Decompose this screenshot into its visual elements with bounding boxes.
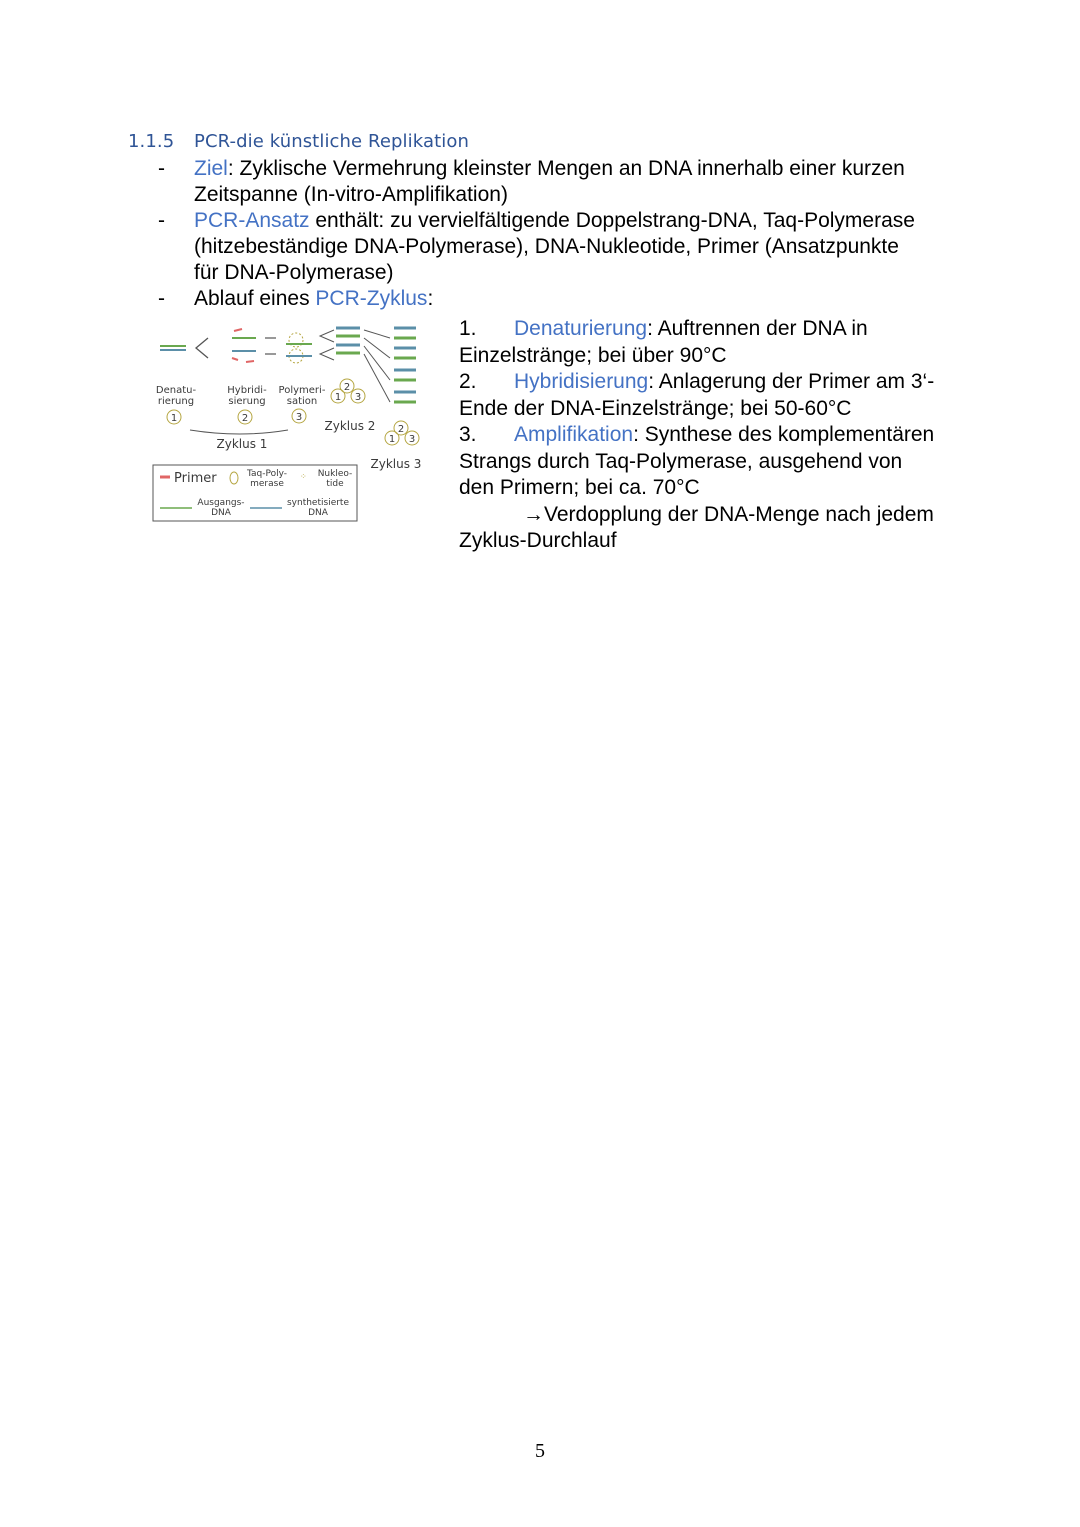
legend-synth-dna-2: DNA — [308, 508, 328, 518]
legend-taq-1: Taq-Poly- — [246, 469, 288, 479]
term-ziel: Ziel — [194, 157, 228, 180]
step-text: : Synthese des komplementären — [633, 423, 935, 446]
term-amplifikation: Amplifikation — [514, 423, 634, 446]
diagram-legend — [153, 465, 357, 521]
legend-nucleotide-1: Nukleo- — [317, 469, 353, 479]
cycle-2-label: Zyklus 2 — [324, 419, 376, 433]
label-denaturation-2: rierung — [157, 396, 195, 407]
page-number: 5 — [535, 1440, 545, 1462]
cycle-2-strands-icon — [320, 328, 360, 360]
bullet-list — [152, 156, 952, 312]
step-amplification — [459, 422, 969, 502]
bullet-text: enthält: zu vervielfältigende Doppelstrang-DNA, Taq-Polymerase — [309, 209, 915, 232]
split-arrow-icon — [196, 338, 208, 358]
polymerase-icon — [286, 333, 312, 363]
label-polymerisation-1: Polymeri- — [278, 385, 326, 396]
bullet-text: Zeitspanne (In-vitro-Amplifikation) — [194, 183, 508, 206]
term-hybridisierung: Hybridisierung — [514, 370, 649, 393]
conclusion-line-2: Zyklus-Durchlauf — [459, 529, 617, 552]
bullet-dash: - — [158, 287, 165, 310]
section-title: PCR-die künstliche Replikation — [194, 131, 469, 152]
bullet-text: (hitzebeständige DNA-Polymerase), DNA-Nukleotide, Primer (Ansatzpunkte — [194, 235, 899, 258]
step-text: : Anlagerung der Primer am 3‘- — [648, 370, 935, 393]
legend-nucleotide-2: tide — [326, 479, 344, 489]
nucleotide-legend-icon: ⁘ — [300, 472, 307, 481]
bullet-ziel — [152, 156, 952, 208]
step-number: 3. — [459, 423, 477, 446]
label-hybridization-1: Hybridi- — [227, 385, 267, 396]
pcr-cycle-diagram — [150, 318, 435, 528]
legend-primer: Primer — [174, 471, 217, 486]
step-denaturation — [459, 316, 969, 369]
step-text: : Auftrennen der DNA in — [647, 317, 868, 340]
step-text: Ende der DNA-Einzelstränge; bei 50-60°C — [459, 396, 852, 420]
term-pcr-ansatz: PCR-Ansatz — [194, 209, 310, 232]
cycle-3-strands-icon — [364, 328, 416, 402]
circled-3: 3 — [354, 392, 362, 403]
label-denaturation-1: Denatu- — [155, 385, 197, 396]
circled-1: 1 — [388, 434, 396, 445]
legend-start-dna-1: Ausgangs- — [197, 498, 245, 508]
step-hybridization — [459, 369, 969, 422]
circled-1: 1 — [170, 413, 178, 424]
circled-2: 1 — [334, 392, 342, 403]
term-denaturierung: Denaturierung — [514, 317, 648, 340]
label-polymerisation-2: sation — [286, 396, 318, 407]
bullet-text: für DNA-Polymerase) — [194, 261, 394, 284]
legend-synth-dna-1: synthetisierte — [286, 498, 350, 508]
step-text: den Primern; bei ca. 70°C — [459, 476, 700, 499]
cycle-1-bracket-icon — [190, 430, 288, 434]
bullet-text: Ablauf eines — [194, 287, 316, 310]
circled-2: 2 — [343, 382, 351, 393]
step-text: Einzelstränge; bei über 90°C — [459, 343, 727, 367]
bullet-text: : Zyklische Vermehrung kleinster Mengen an DNA innerhalb einer kurzen — [227, 157, 905, 180]
section-heading — [128, 131, 469, 152]
section-number: 1.1.5 — [128, 131, 175, 152]
bullet-pcr-ansatz — [152, 208, 952, 286]
circled-3: 3 — [408, 434, 416, 445]
circled-2: 2 — [241, 413, 249, 424]
start-dna-icon — [160, 346, 186, 350]
bullet-ablauf — [152, 286, 952, 312]
cycle-1-label: Zyklus 1 — [216, 437, 268, 451]
bullet-text: : — [427, 287, 434, 310]
cycle-3-label: Zyklus 3 — [370, 457, 422, 471]
legend-start-dna-2: DNA — [211, 508, 231, 518]
legend-taq-2: merase — [250, 479, 284, 489]
step-number: 1. — [459, 317, 477, 340]
bullet-dash: - — [158, 209, 165, 232]
step-number: 2. — [459, 370, 477, 393]
hybridization-strands-icon — [232, 329, 256, 362]
circled-2: 2 — [397, 424, 405, 435]
pcr-steps — [459, 316, 969, 555]
bullet-dash: - — [158, 157, 165, 180]
circled-3: 3 — [295, 412, 303, 423]
term-pcr-zyklus: PCR-Zyklus — [315, 287, 428, 310]
label-hybridization-2: sierung — [228, 396, 266, 407]
conclusion-line: →Verdopplung der DNA-Menge nach jedem — [523, 502, 934, 526]
step-text: Strangs durch Taq-Polymerase, ausgehend von — [459, 449, 903, 473]
